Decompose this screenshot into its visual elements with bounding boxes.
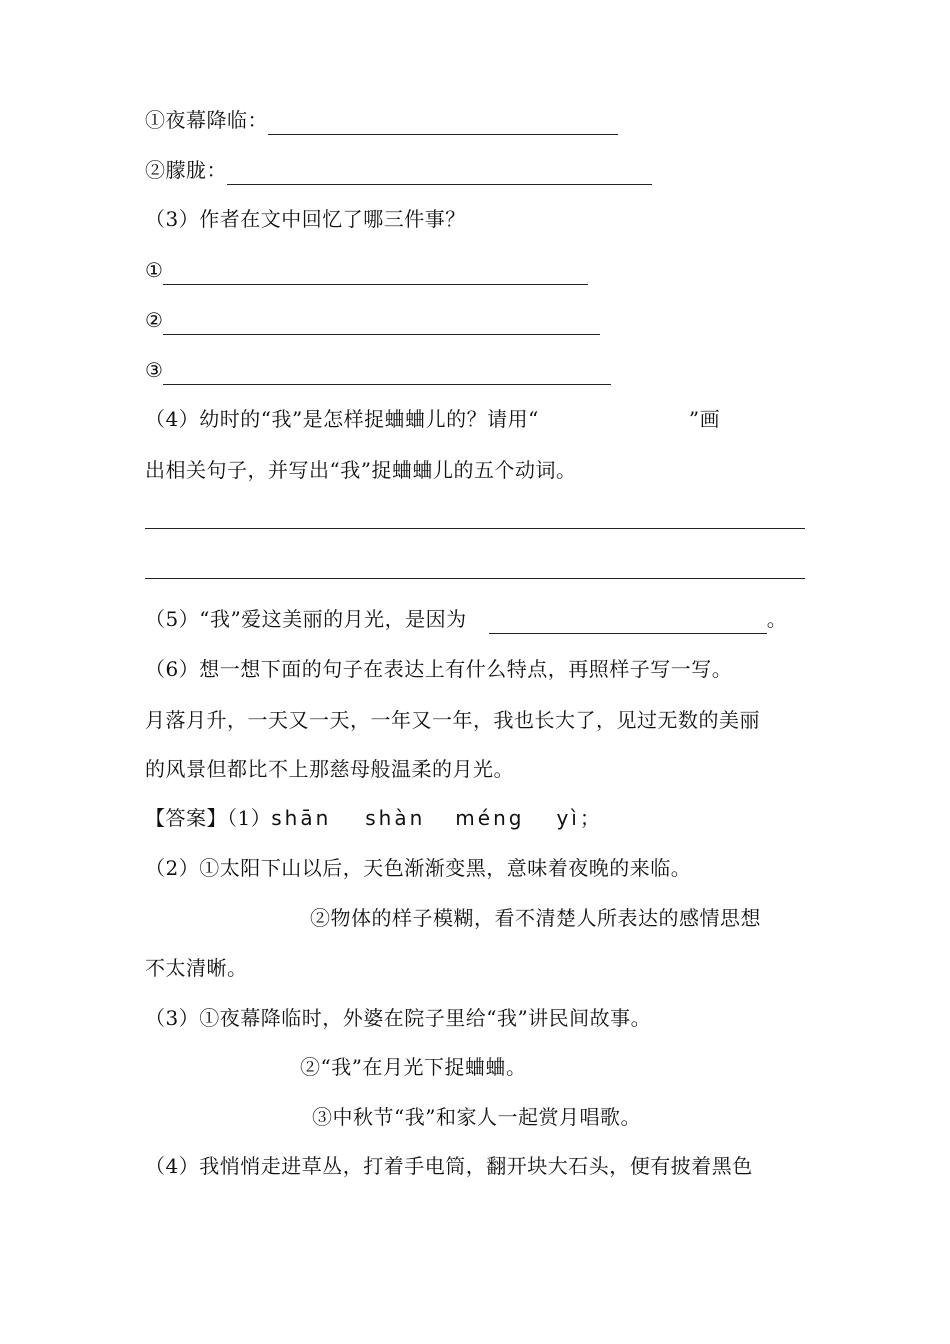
answer-2-line3: 不太清晰。 bbox=[145, 956, 248, 980]
q5-prompt-a: （5）“我”爱这美丽的月光，是因为 bbox=[145, 607, 467, 631]
q3-prompt: （3）作者在文中回忆了哪三件事？ bbox=[145, 207, 466, 231]
q5-prompt-end: 。 bbox=[766, 607, 788, 631]
q6-sentence-line2: 的风景但都比不上那慈母般温柔的月光。 bbox=[145, 757, 514, 781]
q4-answer-line1[interactable] bbox=[145, 528, 805, 529]
pinyin-2: shàn bbox=[365, 806, 426, 830]
q5-prompt bbox=[145, 604, 787, 634]
pinyin-4: yì； bbox=[556, 806, 603, 830]
answer-2-line2: ②物体的样子模糊，看不清楚人所表达的感情思想 bbox=[310, 906, 761, 930]
q2-item2 bbox=[145, 155, 652, 185]
q3-item1-label: ① bbox=[145, 258, 164, 282]
answer-heading: 【答案】 bbox=[145, 806, 227, 830]
q5-blank[interactable] bbox=[489, 611, 767, 634]
answer-2-line1: （2）①太阳下山以后，天色渐渐变黑，意味着夜晚的来临。 bbox=[145, 856, 692, 880]
pinyin-3: méng bbox=[455, 806, 525, 830]
q4-prompt-a: （4）幼时的“我”是怎样捉蛐蛐儿的？请用“ bbox=[145, 407, 539, 431]
q3-item2-label: ② bbox=[145, 308, 164, 332]
q2-item1 bbox=[145, 105, 618, 135]
q2-item1-label: ①夜幕降临： bbox=[145, 108, 268, 132]
q2-item1-blank[interactable] bbox=[268, 112, 618, 135]
q4-prompt-line2: 出相关句子，并写出“我”捉蛐蛐儿的五个动词。 bbox=[145, 458, 577, 482]
q6-prompt: （6）想一想下面的句子在表达上有什么特点，再照样子写一写。 bbox=[145, 657, 733, 681]
answer-3-line1: （3）①夜幕降临时，外婆在院子里给“我”讲民间故事。 bbox=[145, 1006, 652, 1030]
answer-3-line3: ③中秋节“我”和家人一起赏月唱歌。 bbox=[312, 1105, 641, 1129]
q3-item3 bbox=[145, 355, 611, 385]
q3-item3-blank[interactable] bbox=[163, 362, 611, 385]
answer-3-line2: ②“我”在月光下捉蛐蛐。 bbox=[300, 1055, 527, 1079]
answer-1-label: （1） bbox=[227, 806, 272, 830]
q4-prompt-b: ”画 bbox=[688, 407, 721, 431]
q2-item2-label: ②朦胧： bbox=[145, 158, 227, 182]
q3-item2-blank[interactable] bbox=[163, 312, 600, 335]
answer-4-line1: （4）我悄悄走进草丛，打着手电筒，翻开块大石头，便有披着黑色 bbox=[145, 1154, 753, 1178]
q4-answer-line2[interactable] bbox=[145, 578, 805, 579]
pinyin-1: shān bbox=[271, 806, 332, 830]
q3-item3-label: ③ bbox=[145, 358, 164, 382]
q3-item2 bbox=[145, 305, 600, 335]
q3-item1-blank[interactable] bbox=[163, 262, 588, 285]
answer-1 bbox=[145, 803, 603, 833]
q2-item2-blank[interactable] bbox=[227, 162, 652, 185]
q4-prompt bbox=[145, 404, 720, 434]
q6-sentence-line1: 月落月升，一天又一天，一年又一年，我也长大了，见过无数的美丽 bbox=[145, 708, 760, 732]
q3-item1 bbox=[145, 255, 588, 285]
